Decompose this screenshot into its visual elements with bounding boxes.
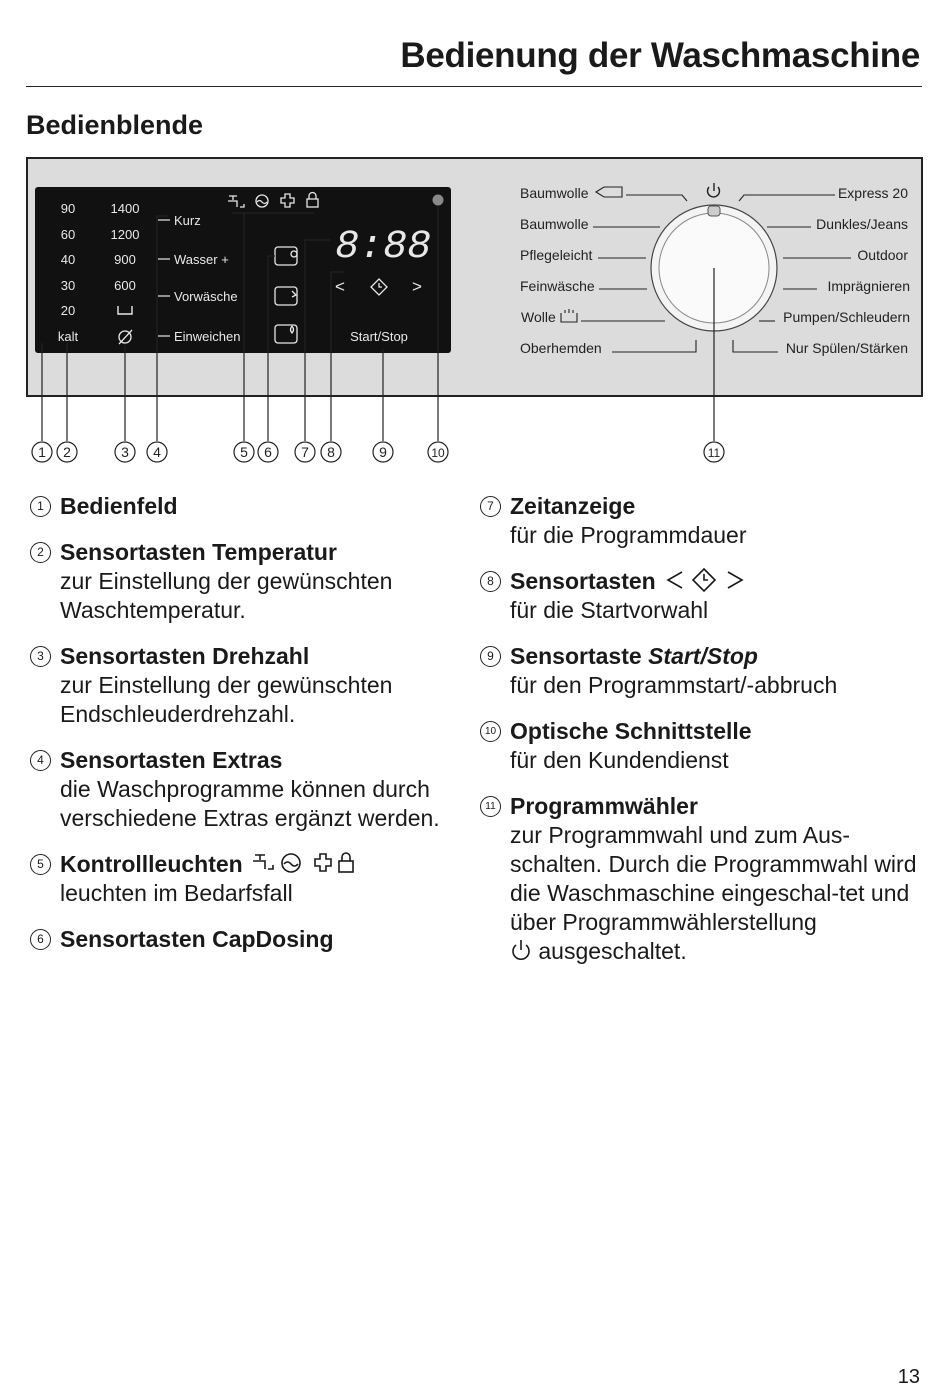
spin-600[interactable]: 600 [114,278,136,293]
indicator-icons [249,851,369,875]
legend-item-5 [30,850,470,908]
legend-title: Bedienfeld [60,493,178,519]
legend-title-row [60,850,470,879]
svg-text:10: 10 [431,446,445,460]
svg-text:4: 4 [153,444,161,460]
callout-8 [321,442,341,462]
page-title: Bedienung der Waschmaschine [400,36,920,75]
extra-kurz[interactable]: Kurz [174,213,201,228]
program-dunkles-jeans[interactable]: Dunkles/Jeans [816,216,908,232]
extra-vorwaesche[interactable]: Vorwäsche [174,289,238,304]
legend-title-italic: Start/Stop [648,643,758,669]
legend-item-9 [480,642,925,700]
legend-item-1 [30,492,470,521]
program-feinwaesche[interactable]: Feinwäsche [520,278,595,294]
legend-text: für die Programmdauer [510,522,747,548]
legend-item-7 [480,492,925,550]
legend-number: 5 [30,854,51,875]
svg-text:2: 2 [63,444,71,460]
svg-text:9: 9 [379,444,387,460]
legend-item-8 [480,567,925,625]
program-express-20[interactable]: Express 20 [837,185,908,201]
power-off-icon [708,183,720,197]
legend-title: Sensortasten [510,568,656,594]
legend-item-3 [30,642,470,729]
lock-icon [339,861,353,872]
svg-text:3: 3 [121,444,129,460]
legend-number: 2 [30,542,51,563]
start-stop-button[interactable]: Start/Stop [350,329,408,344]
handwash-icon [561,309,577,322]
temp-40[interactable]: 40 [60,252,76,267]
program-nur-spuelen[interactable]: Nur Spülen/Stärken [785,340,908,356]
chevron-left-icon [668,572,682,588]
legend-right-column [480,492,925,983]
legend-title: Sensortasten Extras [60,747,283,773]
legend-title: Programmwähler [510,793,698,819]
legend-text: für die Startvorwahl [510,597,709,623]
legend-text: für den Programmstart/-abbruch [510,672,838,698]
spin-1400[interactable]: 1400 [110,201,140,216]
legend-title: Kontrollleuchten [60,851,243,877]
legend-title: Optische Schnittstelle [510,718,752,744]
legend-left-column [30,492,470,971]
legend-text: die Waschprogramme können durch verschiedene Extras ergänzt werden. [60,776,440,831]
optical-interface [433,195,444,206]
spin-900[interactable]: 900 [114,252,136,267]
legend-title: Zeitanzeige [510,493,636,519]
program-pflegeleicht[interactable]: Pflegeleicht [520,247,593,263]
temp-90[interactable]: 90 [60,201,76,216]
legend-title: Sensortasten CapDosing [60,926,334,952]
callout-3 [115,442,135,462]
legend-title: Sensortasten Temperatur [60,539,337,565]
callout-7 [295,442,315,462]
legend-item-10 [480,717,925,775]
callout-10 [428,442,448,462]
program-oberhemden[interactable]: Oberhemden [520,340,602,356]
program-outdoor[interactable]: Outdoor [857,247,908,263]
section-title: Bedienblende [26,110,204,140]
svg-text:6: 6 [264,444,272,460]
callout-4 [147,442,167,462]
legend-text-end-row [510,937,925,966]
extra-einweichen[interactable]: Einweichen [174,329,241,344]
svg-text:1: 1 [38,444,46,460]
delay-right-button[interactable]: > [412,277,422,296]
callout-6 [258,442,278,462]
callout-11 [704,442,724,462]
legend-item-6 [30,925,470,954]
tap-icon [253,855,273,869]
program-impraegnieren[interactable]: Imprägnieren [827,278,910,294]
legend-text-end: ausgeschaltet. [538,938,687,964]
legend-number: 3 [30,646,51,667]
panel-diagram [0,0,950,480]
temp-60[interactable]: 60 [60,227,76,242]
delay-left-button[interactable]: < [335,277,345,296]
callout-1 [32,442,52,462]
callout-9 [373,442,393,462]
legend-title-row [510,642,925,671]
legend-number: 11 [480,796,501,817]
legend-text: leuchten im Bedarfsfall [60,880,293,906]
legend-text: zur Programmwahl und zum Aus-schalten. Durch die Programmwahl wird die Waschmaschine eingeschal-tet und über Programmwählerstellung [510,822,917,935]
legend-item-4 [30,746,470,833]
svg-text:8: 8 [327,444,335,460]
program-baumwolle[interactable]: Baumwolle [520,216,589,232]
callout-2 [57,442,77,462]
spin-1200[interactable]: 1200 [110,227,140,242]
legend-item-2 [30,538,470,625]
eco-icon [596,187,622,197]
legend-title: Sensortasten Drehzahl [60,643,310,669]
legend-number: 1 [30,496,51,517]
service-icon [315,854,331,871]
extra-wasser-plus[interactable]: Wasser + [174,252,229,267]
program-wolle[interactable]: Wolle [521,309,556,325]
legend-title: Sensortaste [510,643,642,669]
legend-number: 4 [30,750,51,771]
temp-kalt[interactable]: kalt [57,329,79,344]
dial-pointer [708,206,720,216]
legend-number: 8 [480,571,501,592]
delay-keys-icon [662,568,746,592]
svg-text:7: 7 [301,444,309,460]
chevron-right-icon [728,572,742,588]
program-pumpen-schleudern[interactable]: Pumpen/Schleudern [783,309,910,325]
legend-number: 10 [480,721,501,742]
program-baumwolle-eco[interactable]: Baumwolle [520,185,589,201]
legend-number: 6 [30,929,51,950]
time-display: 8:88 [335,225,432,270]
legend-text: zur Einstellung der gewünschten Endschleuderdrehzahl. [60,672,393,727]
legend-number: 9 [480,646,501,667]
svg-text:5: 5 [240,444,248,460]
legend-number: 7 [480,496,501,517]
page-number: 13 [897,1366,920,1388]
legend-text: zur Einstellung der gewünschten Waschtemperatur. [60,568,393,623]
temp-20[interactable]: 20 [60,303,76,318]
callout-5 [234,442,254,462]
temp-30[interactable]: 30 [60,278,76,293]
legend-item-11 [480,792,925,966]
legend-title-row [510,567,925,596]
svg-text:11: 11 [707,446,721,460]
power-icon [510,938,532,962]
legend-text: für den Kundendienst [510,747,729,773]
